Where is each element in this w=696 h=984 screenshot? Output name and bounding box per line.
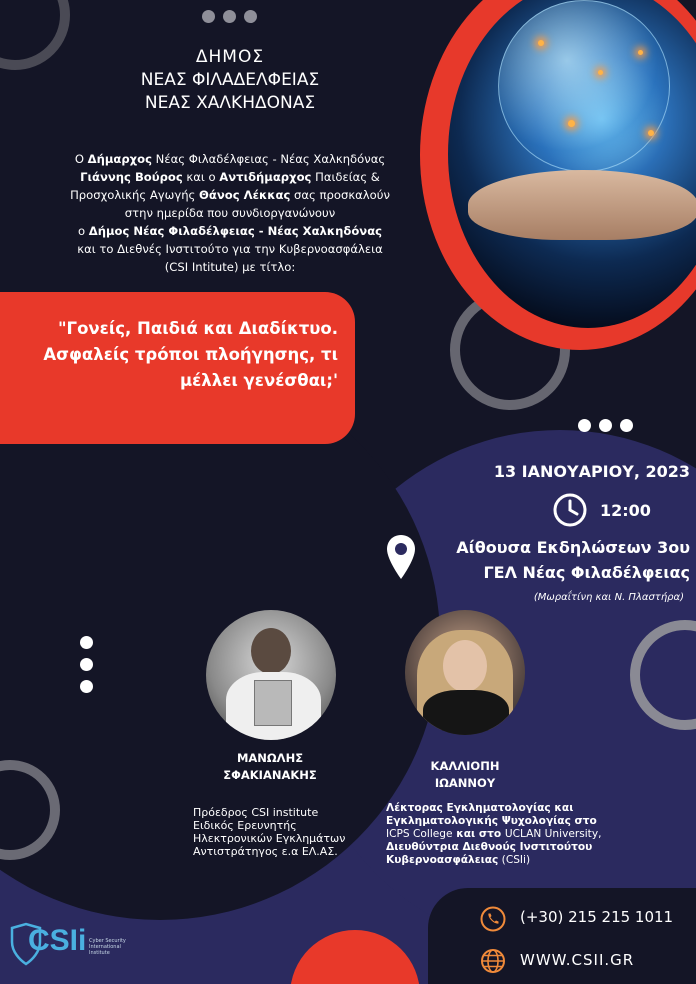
csi-logo: CSIi: [28, 924, 87, 957]
network-node: [598, 70, 603, 75]
network-node: [638, 50, 643, 55]
phone-icon: [480, 906, 506, 932]
speaker-name: ΚΑΛΛΙΟΠΗ ΙΩΑΝΝΟΥ: [430, 759, 500, 790]
network-node: [648, 130, 654, 136]
location-pin-icon: [385, 533, 417, 583]
logo-tagline: Cyber Security International Institute: [89, 938, 126, 956]
contact-website[interactable]: WWW.CSII.GR: [520, 951, 635, 969]
event-title: "Γονείς, Παιδιά και Διαδίκτυο. Ασφαλείς τρόποι πλοήγησης, τι μέλλει γενέσθαι;': [43, 319, 338, 390]
decor-circle-red: [290, 930, 420, 984]
speaker-photo: [206, 610, 336, 740]
network-node: [568, 120, 575, 127]
hand-shape: [468, 170, 696, 240]
decor-dots: [202, 10, 257, 23]
speaker-photo: [405, 610, 525, 735]
speaker-name: ΜΑΝΩΛΗΣ ΣΦΑΚΙΑΝΑΚΗΣ: [223, 751, 317, 782]
event-time: 12:00: [600, 501, 651, 520]
globe-icon: [480, 948, 506, 974]
decor-dots: [578, 419, 633, 432]
contact-panel: [428, 888, 696, 984]
globe-sphere: [498, 0, 670, 172]
decor-dots: [80, 636, 93, 693]
venue-address: (Μωραΐτίνη και Ν. Πλαστήρα): [533, 592, 684, 603]
network-node: [538, 40, 544, 46]
photo-head: [251, 628, 291, 674]
event-date: 13 ΙΑΝΟΥΑΡΙΟΥ, 2023: [493, 462, 690, 481]
book-shape: [254, 680, 292, 726]
clock-icon: [552, 492, 588, 528]
contact-phone[interactable]: (+30) 215 215 1011: [520, 908, 674, 926]
speaker-description: Λέκτορας Εγκληματολογίας και Εγκληματολογικής Ψυχολογίας στο ICPS College και στο UCLAN University, Διευθύντρια Διεθνούς Ινστιτούτου Κυβερνοασφάλειας (CSIi): [386, 802, 602, 866]
org-line: ΝΕΑΣ ΧΑΛΚΗΔΟΝΑΣ: [144, 93, 316, 113]
event-venue: Αίθουσα Εκδηλώσεων 3ου ΓΕΛ Νέας Φιλαδέλφειας: [456, 538, 690, 582]
intro-text: Ο Δήμαρχος Νέας Φιλαδέλφειας - Νέας Χαλκηδόνας Γιάννης Βούρος και ο Αντιδήμαρχος Παιδείας & Προσχολικής Αγωγής Θάνος Λέκκας σας προσκαλούν στην ημερίδα που συνδιοργανώνουν ο Δήμος Νέας Φιλαδέλφειας - Νέας Χαλκηδόνας και το Διεθνές Ινστιτούτο για την Κυβερνοασφάλεια (CSI Intitute) με τίτλο:: [70, 152, 390, 274]
org-line: ΔΗΜΟΣ: [195, 47, 265, 67]
photo-head: [443, 640, 487, 692]
speaker-description: Πρόεδρος CSI institute Ειδικός Ερευνητής Ηλεκτρονικών Εγκλημάτων Αντιστράτηγος ε.α ΕΛ.ΑΣ.: [193, 806, 346, 858]
photo-body: [423, 690, 509, 735]
org-line: ΝΕΑΣ ΦΙΛΑΔΕΛΦΕΙΑΣ: [140, 70, 320, 90]
